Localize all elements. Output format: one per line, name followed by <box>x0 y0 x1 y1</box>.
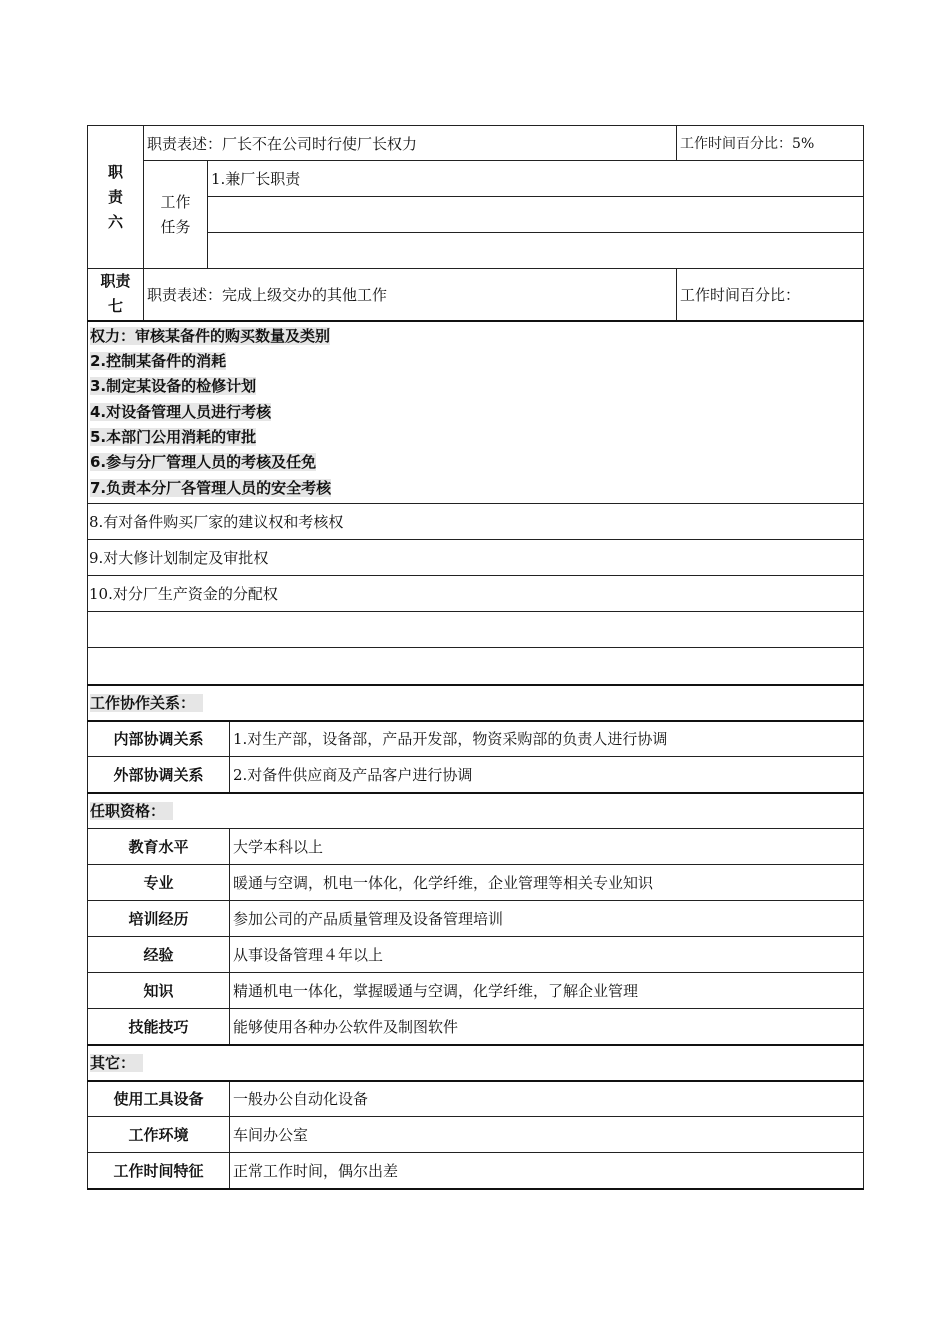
environment-label: 工作环境 <box>88 1117 230 1153</box>
education-value: 大学本科以上 <box>230 829 864 865</box>
training-value: 参加公司的产品质量管理及设备管理培训 <box>230 901 864 937</box>
work-time-value: 正常工作时间，偶尔出差 <box>230 1153 864 1189</box>
authority-bold-block <box>88 321 864 504</box>
environment-value: 车间办公室 <box>230 1117 864 1153</box>
authority-item-7: 7.负责本分厂各管理人员的安全考核 <box>90 478 332 497</box>
tools-value: 一般办公自动化设备 <box>230 1081 864 1117</box>
authority-item-6: 6.参与分厂管理人员的考核及任免 <box>90 453 317 472</box>
duty6-task-label <box>144 161 208 269</box>
knowledge-label: 知识 <box>88 973 230 1009</box>
knowledge-value: 精通机电一体化，掌握暖通与空调，化学纤维，了解企业管理 <box>230 973 864 1009</box>
education-label: 教育水平 <box>88 829 230 865</box>
authority-item-4: 4.对设备管理人员进行考核 <box>90 402 272 421</box>
authority-empty-row-1 <box>88 612 864 648</box>
skills-label: 技能技巧 <box>88 1009 230 1045</box>
authority-item-2: 2.控制某备件的消耗 <box>90 351 227 370</box>
authority-item-5: 5.本部门公用消耗的审批 <box>90 428 257 447</box>
major-label: 专业 <box>88 865 230 901</box>
duty7-time-percent: 工作时间百分比： <box>677 269 864 321</box>
internal-coordination-label: 内部协调关系 <box>88 721 230 757</box>
experience-value: 从事设备管理４年以上 <box>230 937 864 973</box>
authority-item-9: 9.对大修计划制定及审批权 <box>88 540 864 576</box>
external-coordination-value: 2.对备件供应商及产品客户进行协调 <box>230 757 864 793</box>
experience-label: 经验 <box>88 937 230 973</box>
major-value: 暖通与空调，机电一体化，化学纤维，企业管理等相关专业知识 <box>230 865 864 901</box>
authority-item-8: 8.有对备件购买厂家的建议权和考核权 <box>88 504 864 540</box>
duty7-description: 职责表述：完成上级交办的其他工作 <box>144 269 677 321</box>
other-section-title <box>88 1045 864 1081</box>
authority-item-3: 3.制定某设备的检修计划 <box>90 377 257 396</box>
duty6-time-percent: 工作时间百分比：5% <box>677 126 864 161</box>
duty6-task-label-text: 工作 任务 <box>160 192 191 236</box>
duty6-label <box>88 126 144 269</box>
duty6-task-3 <box>208 233 864 269</box>
duty6-label-text: 职 责 六 <box>107 162 123 231</box>
work-time-label: 工作时间特征 <box>88 1153 230 1189</box>
qualifications-title: 任职资格： <box>90 802 173 820</box>
duty6-task-2 <box>208 197 864 233</box>
qualifications-section-title <box>88 793 864 829</box>
authority-item-10: 10.对分厂生产资金的分配权 <box>88 576 864 612</box>
authority-item-1: 权力：审核某备件的购买数量及类别 <box>90 326 331 345</box>
internal-coordination-value: 1.对生产部，设备部，产品开发部，物资采购部的负责人进行协调 <box>230 721 864 757</box>
authority-empty-row-2 <box>88 648 864 685</box>
other-title: 其它： <box>90 1054 143 1072</box>
duty6-description: 职责表述：厂长不在公司时行使厂长权力 <box>144 126 677 161</box>
cooperation-section-title <box>88 685 864 721</box>
job-description-page <box>87 125 863 1190</box>
cooperation-title: 工作协作关系： <box>90 694 203 712</box>
duty7-label-text: 职责 七 <box>100 272 131 316</box>
tools-label: 使用工具设备 <box>88 1081 230 1117</box>
job-description-table <box>87 125 864 1190</box>
external-coordination-label: 外部协调关系 <box>88 757 230 793</box>
skills-value: 能够使用各种办公软件及制图软件 <box>230 1009 864 1045</box>
duty7-label <box>88 269 144 321</box>
training-label: 培训经历 <box>88 901 230 937</box>
duty6-task-1: 1.兼厂长职责 <box>208 161 864 197</box>
